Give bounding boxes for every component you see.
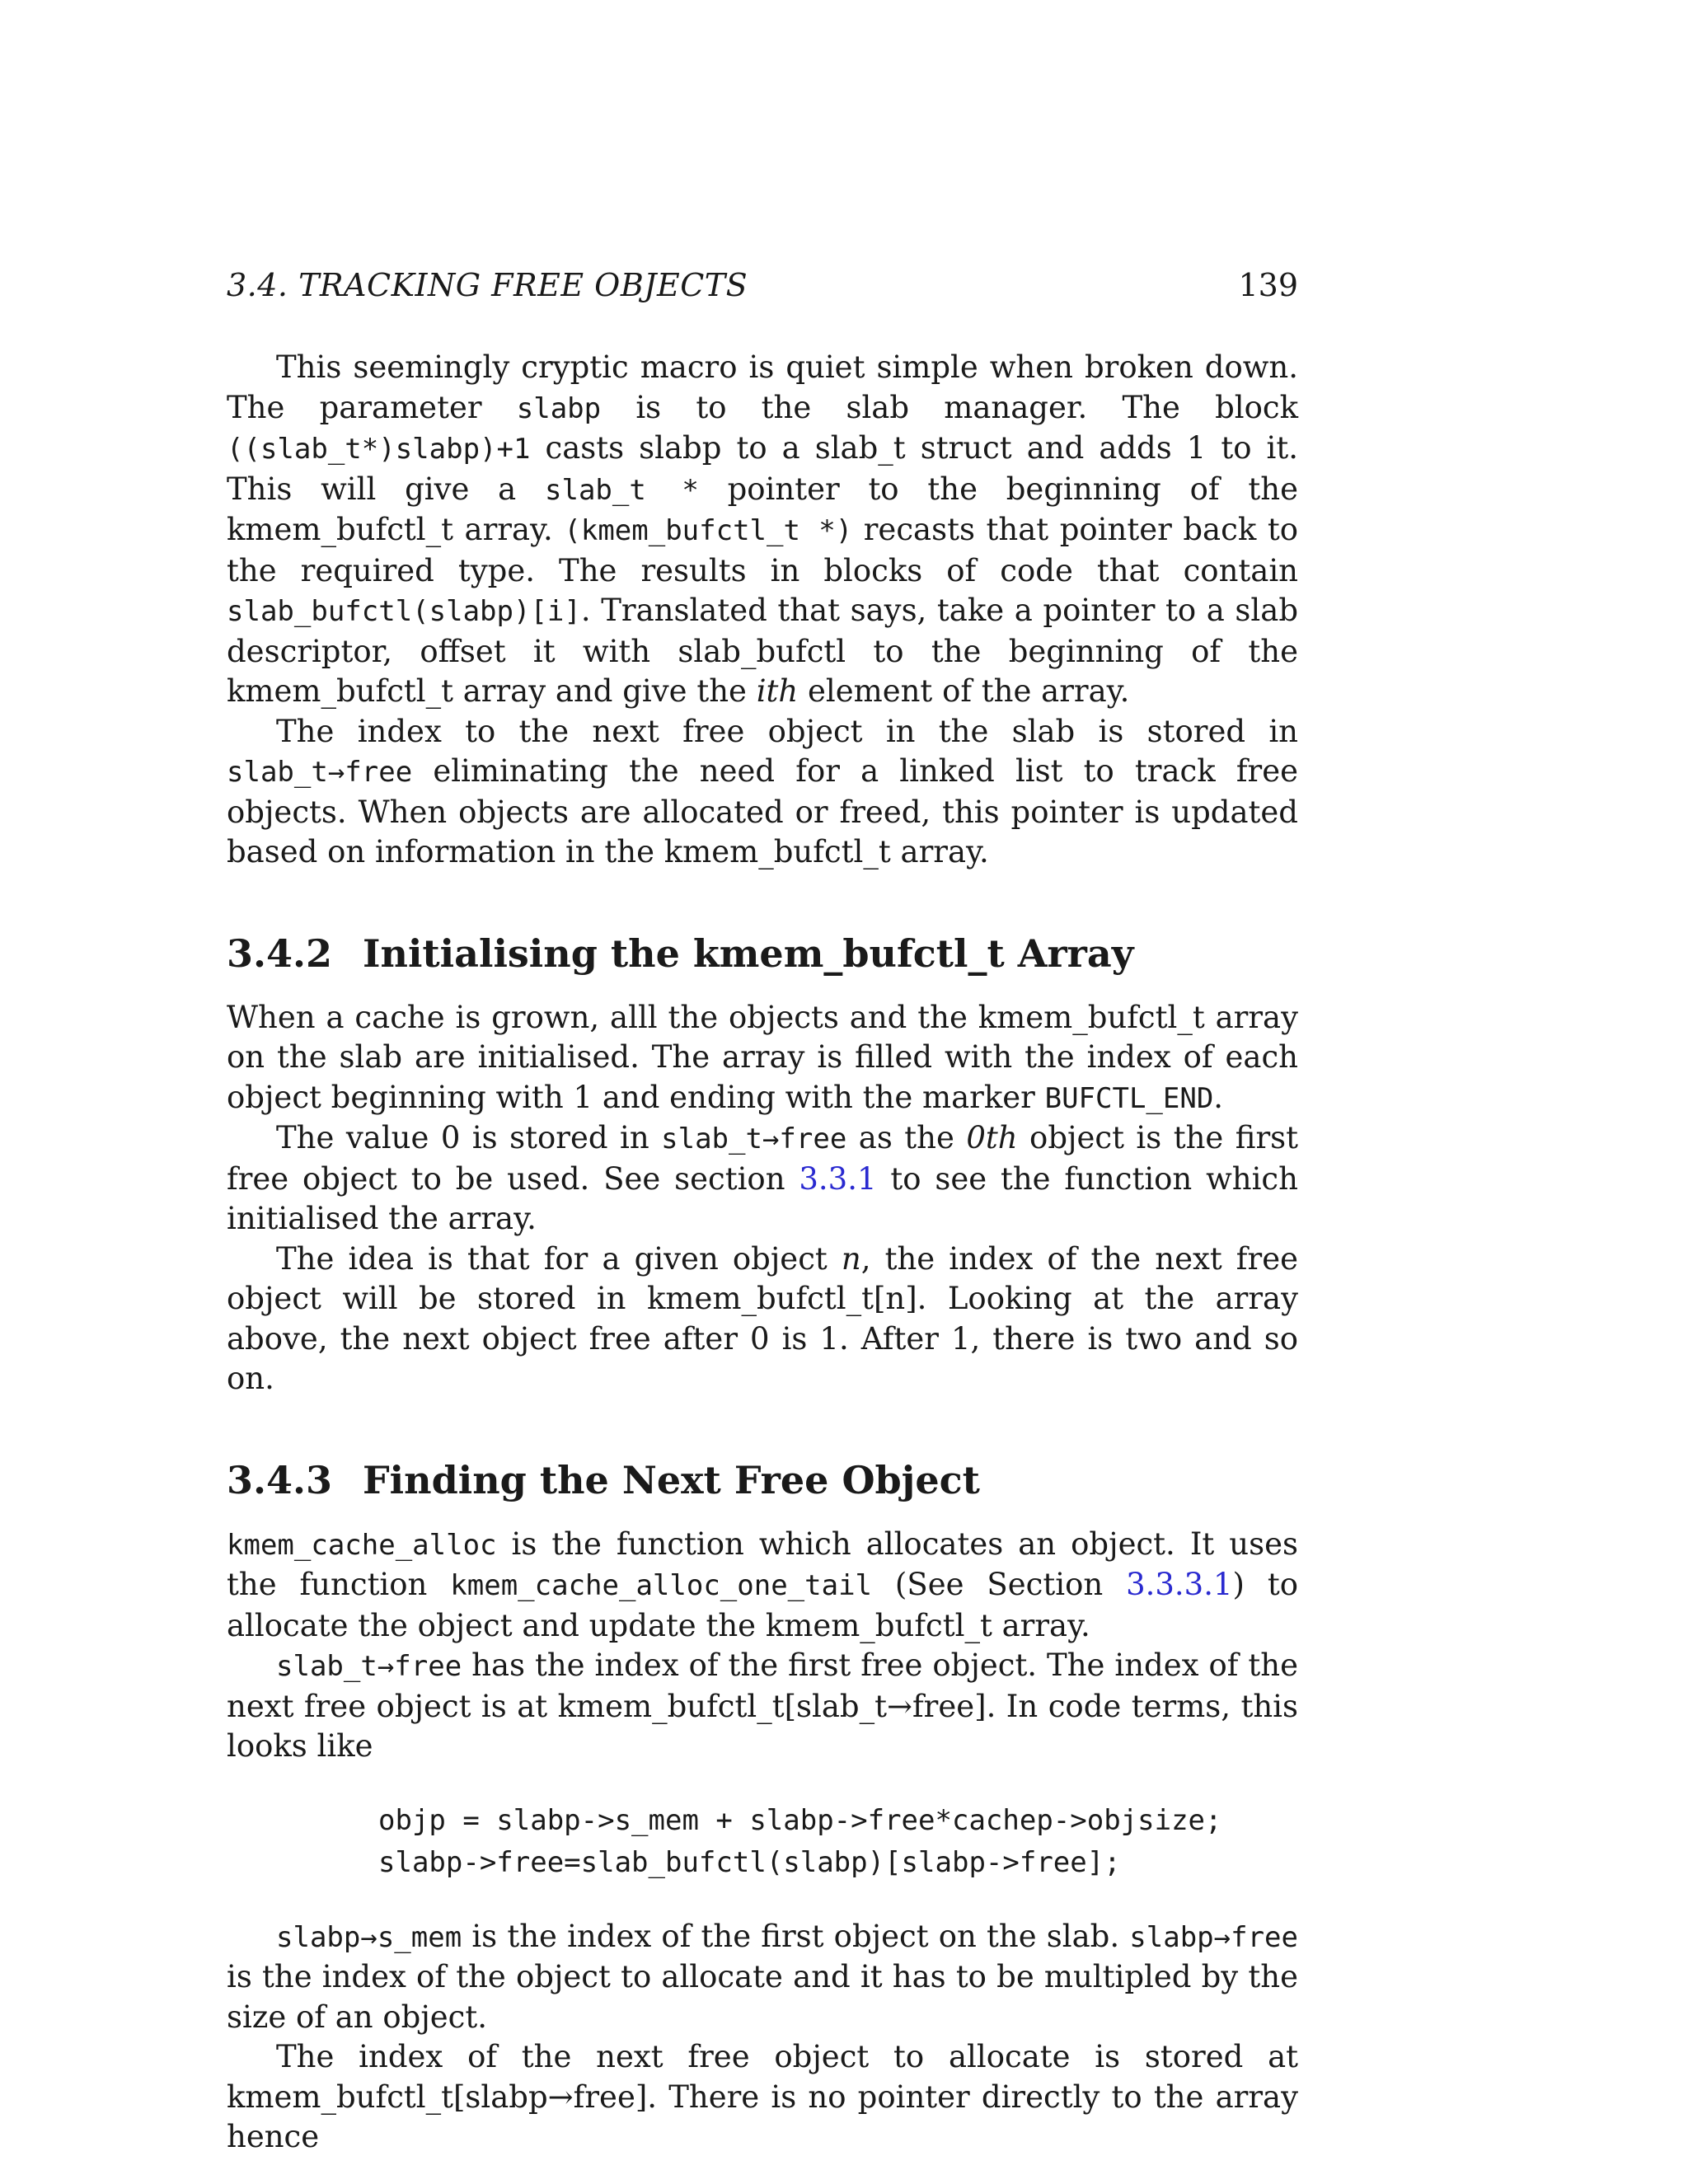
- text-run: is to the slab manager. The block: [601, 389, 1299, 425]
- text-run: has the index of the first free object. The index of the next free object is at kmem_bufctl_t[slab_t→free]. In code terms, this looks like: [227, 1647, 1298, 1764]
- section-heading-3-4-2: [227, 930, 1298, 977]
- page-number: 139: [1238, 267, 1298, 303]
- section-heading-3-4-3: [227, 1457, 1298, 1503]
- text-run: The idea is that for a given object: [276, 1240, 842, 1277]
- code-inline: (kmem_bufctl_t *): [564, 514, 853, 547]
- section-number: 3.4.2: [227, 930, 333, 976]
- code-line: objp = slabp->s_mem + slabp->free*cachep->objsize;: [378, 1803, 1222, 1837]
- code-inline: ((slab_t*)slabp)+1: [227, 433, 531, 466]
- text-run: ) to allocate the object and update the kmem_bufctl_t array.: [227, 1567, 1298, 1643]
- text-run: recasts that pointer back to the required type. The results in blocks of code that contain: [227, 512, 1298, 588]
- code-inline: slab_t→free: [227, 756, 413, 789]
- text-run: , the index of the next free object will be stored in kmem_bufctl_t[n]. Looking at the array above, the next object free after 0 is 1. After 1, there is two and so on.: [227, 1240, 1298, 1396]
- math-italic: 0th: [966, 1120, 1018, 1155]
- section-title: Initialising the kmem_bufctl_t Array: [363, 930, 1134, 976]
- running-header-title: 3.4. TRACKING FREE OBJECTS: [227, 267, 748, 303]
- paragraph-cache-grown: [227, 998, 1298, 1119]
- text-run: is the function which allocates an object. It uses the function: [227, 1526, 1298, 1602]
- section-link-3-3-1[interactable]: 3.3.1: [799, 1160, 877, 1197]
- paragraph-free-index: [227, 712, 1298, 873]
- text-run: eliminating the need for a linked list to track free objects. When objects are allocated or freed, this pointer is updated based on information in the kmem_bufctl_t array.: [227, 753, 1298, 869]
- paragraph-next-index: [227, 2037, 1298, 2158]
- section-number: 3.4.3: [227, 1457, 333, 1502]
- section-title: Finding the Next Free Object: [363, 1457, 980, 1502]
- code-inline: slabp→s_mem: [276, 1920, 462, 1954]
- code-inline: slabp→free: [1129, 1920, 1298, 1954]
- text-run: The index of the next free object to allocate is stored at kmem_bufctl_t[slabp→free]. There is no pointer directly to the array hence: [227, 2039, 1298, 2154]
- code-inline: slab_t→free: [276, 1650, 462, 1683]
- paragraph-cache-alloc: [227, 1525, 1298, 1647]
- code-line: slabp->free=slab_bufctl(slabp)[slabp->free];: [378, 1845, 1121, 1879]
- text-run: When a cache is grown, alll the objects and the kmem_bufctl_t array on the slab are initialised. The array is filled with the index of each object beginning with 1 and ending with the marker: [227, 999, 1298, 1115]
- section-link-3-3-3-1[interactable]: 3.3.3.1: [1126, 1567, 1233, 1602]
- text-run: .: [1213, 1079, 1224, 1115]
- text-run: to see the function which initialised the array.: [227, 1160, 1298, 1236]
- text-run: element of the array.: [798, 673, 1130, 709]
- paragraph-macro-explanation: [227, 348, 1298, 712]
- paragraph-idea: [227, 1240, 1298, 1399]
- code-inline: slab_bufctl(slabp)[i]: [227, 595, 581, 628]
- code-inline: kmem_cache_alloc: [227, 1528, 497, 1562]
- text-run: object is the first free object to be used. See section: [227, 1120, 1298, 1197]
- text-run: pointer to the beginning of the kmem_bufctl_t array.: [227, 471, 1298, 547]
- code-inline: kmem_cache_alloc_one_tail: [450, 1569, 873, 1602]
- document-page: [227, 262, 1298, 2158]
- code-listing: [378, 1800, 1298, 1884]
- code-inline: BUFCTL_END: [1044, 1081, 1214, 1115]
- text-run: casts slabp to a slab_t struct and adds 1 to it. This will give a: [227, 430, 1298, 507]
- math-italic: ith: [756, 673, 799, 709]
- text-run: The value 0 is stored in: [276, 1120, 662, 1155]
- text-run: The index to the next free object in the slab is stored in: [276, 713, 1298, 749]
- math-italic: n: [841, 1240, 861, 1277]
- paragraph-slab-free: [227, 1646, 1298, 1767]
- text-run: as the: [846, 1120, 967, 1155]
- text-run: is the index of the object to allocate and it has to be multipled by the size of an object.: [227, 1959, 1298, 2035]
- paragraph-value-zero: [227, 1118, 1298, 1240]
- paragraph-s-mem: [227, 1917, 1298, 2038]
- text-run: This seemingly cryptic macro is quiet simple when broken down. The parameter: [227, 349, 1298, 425]
- code-inline: slab_t→free: [661, 1122, 847, 1155]
- text-run: . Translated that says, take a pointer to a slab descriptor, offset it with slab_bufctl to the beginning of the kmem_bufctl_t array and give the: [227, 593, 1298, 709]
- code-inline: slab_t *: [545, 473, 699, 507]
- text-run: is the index of the first object on the slab.: [462, 1918, 1130, 1954]
- code-inline: slabp: [516, 391, 602, 425]
- text-run: (See Section: [872, 1567, 1127, 1602]
- running-header: [227, 262, 1298, 308]
